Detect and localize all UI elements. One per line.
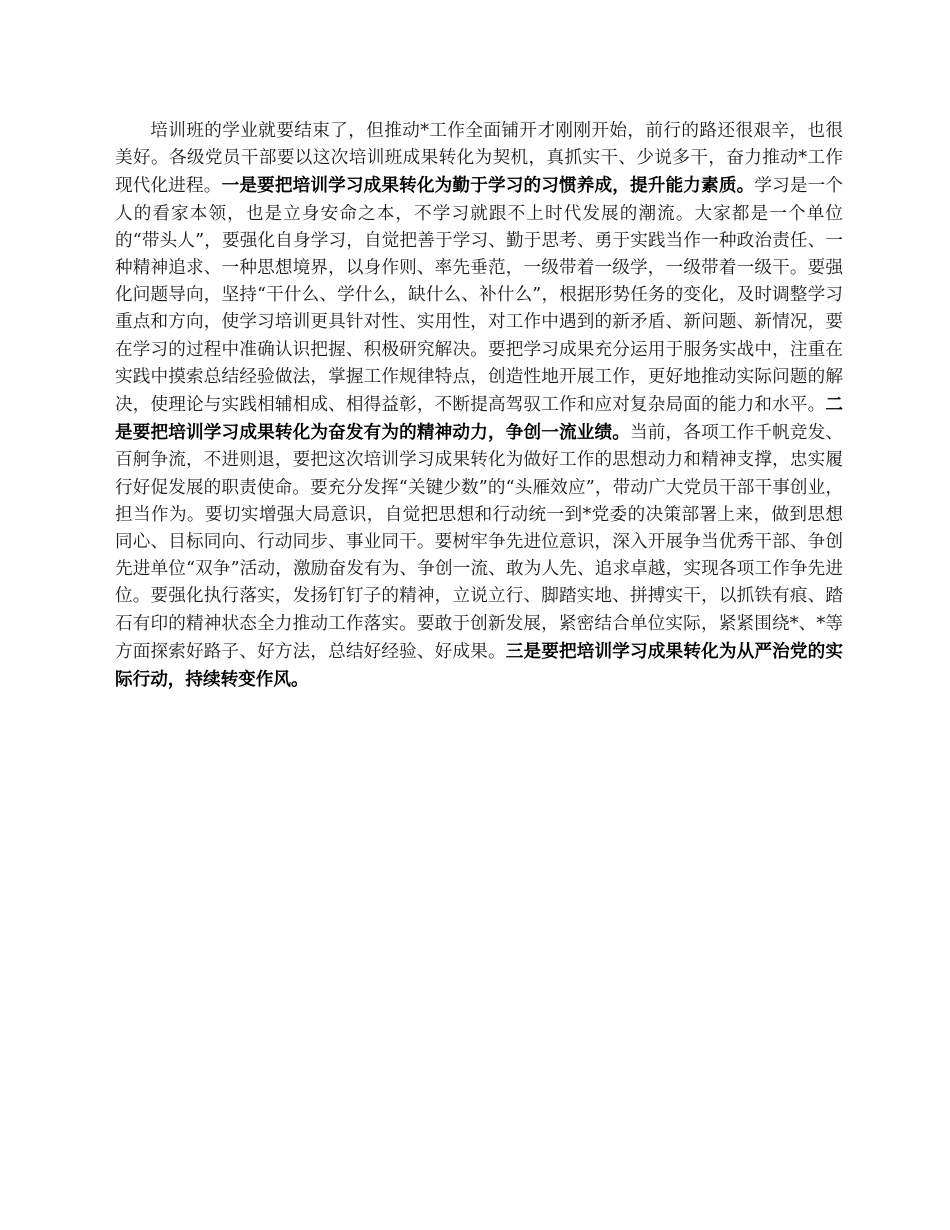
document-body (115, 118, 843, 694)
body-paragraph (115, 118, 843, 694)
point-three-heading: 三是要把培训学习成果转化为从严治党的实际行动，持续转变作风。 (115, 640, 843, 691)
intro-text: 培训班的学业就要结束了，但推动*工作全面铺开才刚刚开始，前行的路还很艰辛，也很美好。各级党员干部要以这次培训班成果转化为契机，真抓实干、少说多干，奋力推动*工作现代化进程。 (115, 121, 843, 197)
point-one-text: 学习是一个人的看家本领，也是立身安命之本，不学习就跟不上时代发展的潮流。大家都是一个单位的“带头人”，要强化自身学习，自觉把善于学习、勤于思考、勇于实践当作一种政治责任、一种精神追求、一种思想境界，以身作则、率先垂范，一级带着一级学，一级带着一级干。要强化问题导向，坚持“干什么、学什么，缺什么、补什么”，根据形势任务的变化，及时调整学习重点和方向，使学习培训更具针对性、实用性，对工作中遇到的新矛盾、新问题、新情况，要在学习的过程中准确认识把握、积极研究解决。要把学习成果充分运用于服务实战中，注重在实践中摸索总结经验做法，掌握工作规律特点，创造性地开展工作，更好地推动实际问题的解决，使理论与实践相辅相成、相得益彰，不断提高驾驭工作和应对复杂局面的能力和水平。 (115, 176, 843, 416)
point-one-heading: 一是要把培训学习成果转化为勤于学习的习惯养成，提升能力素质。 (221, 175, 755, 197)
point-two-heading: 二是要把培训学习成果转化为奋发有为的精神动力，争创一流业绩。 (115, 394, 843, 444)
point-two-text: 当前，各项工作千帆竞发、百舸争流，不进则退，要把这次培训学习成果转化为做好工作的思想动力和精神支撑，忠实履行好促发展的职责使命。要充分发挥“关键少数”的“头雁效应”，带动广大党员干部干事创业，担当作为。要切实增强大局意识，自觉把思想和行动统一到*党委的决策部署上来，做到思想同心、目标同向、行动同步、事业同干。要树牢争先进位意识，深入开展争当优秀干部、争创先进单位“双争”活动，激励奋发有为、争创一流、敢为人先、追求卓越，实现各项工作争先进位。要强化执行落实，发扬钉钉子的精神，立说立行、脚踏实地、拼搏实干，以抓铁有痕、踏石有印的精神状态全力推动工作落实。要敢于创新发展，紧密结合单位实际，紧紧围绕*、*等方面探索好路子、好方法，总结好经验、好成果。 (115, 423, 843, 662)
